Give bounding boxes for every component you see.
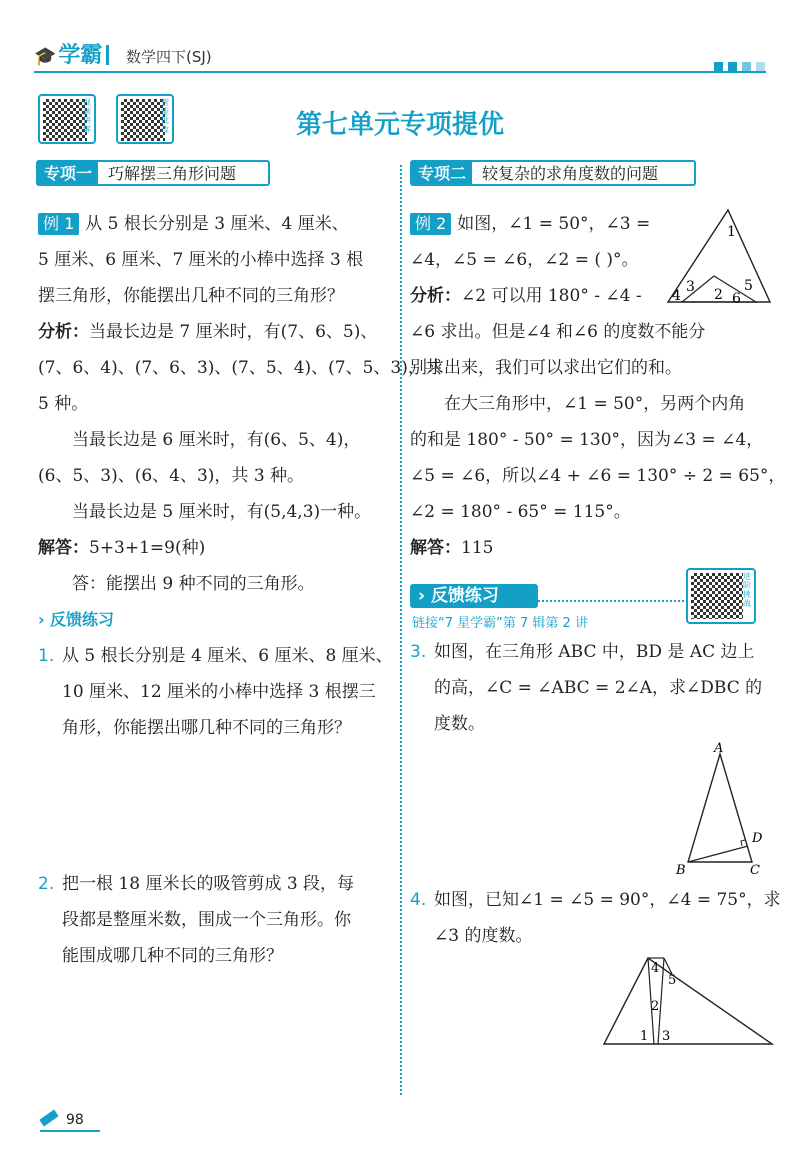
svg-text:2: 2 (651, 999, 660, 1014)
question-4: 4. 如图，已知∠1 = ∠5 = 90°，∠4 = 75°，求 (410, 890, 781, 910)
analysis-line: ∠5 = ∠6，所以∠4 + ∠6 = 130° ÷ 2 = 65°， (410, 466, 786, 486)
fig1-label: 6 (732, 291, 741, 306)
decor-square (728, 62, 737, 71)
decor-square (756, 62, 765, 71)
answer-line: 解答：115 (410, 538, 494, 558)
example-2-line: 例 2 如图，∠1 = 50°，∠3 = (410, 206, 770, 242)
book-title: 数学四下(SJ) (126, 48, 212, 66)
feedback-rule (538, 600, 684, 602)
example-tag: 例 1 (38, 213, 79, 235)
right-question-3 (410, 634, 770, 742)
page-header (34, 38, 766, 72)
example-1-line: 例 1 从 5 根长分别是 3 厘米、4 厘米、 (38, 206, 390, 242)
svg-text:D: D (752, 831, 763, 846)
svg-text:3: 3 (662, 1029, 671, 1044)
question-1-line: 角形，你能摆出哪几种不同的三角形？ (62, 718, 351, 738)
column-divider (400, 165, 402, 1095)
qr-code-practice[interactable]: 进阶挑战 (686, 568, 756, 624)
header-rule (34, 71, 766, 73)
fig1-label: 5 (744, 278, 753, 294)
analysis-line: (6、5、3)、(6、4、3)，共 3 种。 (38, 466, 305, 486)
example-2-figure (664, 206, 774, 306)
decor-square (742, 62, 751, 71)
qr-code-icon (691, 573, 743, 619)
analysis-line: (7、6、4)、(7、6、3)、(7、5、4)、(7、5、3)，共 (38, 358, 442, 378)
example-2-line: ∠4，∠5 = ∠6，∠2 = ( )°。 (410, 250, 639, 270)
example-1-line: 摆三角形，你能摆出几种不同的三角形？ (38, 286, 344, 306)
pencil-icon (39, 1110, 58, 1127)
graduation-cap-icon: 🎓 (34, 46, 57, 67)
analysis-line: 的和是 180° - 50° = 130°，因为∠3 = ∠4， (410, 430, 764, 450)
left-question-2 (38, 866, 390, 974)
analysis-line: 当最长边是 6 厘米时，有(6、5、4)， (72, 430, 361, 450)
svg-text:1: 1 (640, 1029, 649, 1044)
question-3-line: 的高，∠C = ∠ABC = 2∠A，求∠DBC 的 (434, 678, 763, 698)
feedback-banner: › 反馈练习 (410, 584, 538, 608)
chevron-right-icon: › (418, 586, 426, 606)
answer-line: 解答：5+3+1=9(种) (38, 538, 206, 558)
analysis-line: ∠6 求出。但是∠4 和∠6 的度数不能分 (410, 322, 706, 342)
question-3: 3. 如图，在三角形 ABC 中，BD 是 AC 边上 (410, 642, 755, 662)
page-number: 98 (66, 1112, 84, 1128)
unit-title: 第七单元专项提优 (295, 110, 504, 140)
fig1-label: 2 (714, 287, 723, 303)
analysis-line: 别求出来，我们可以求出它们的和。 (410, 358, 682, 378)
link-text: 链接“7 星学霸”第 7 辑第 2 讲 (412, 616, 588, 631)
footer-rule (40, 1130, 100, 1132)
decor-square (714, 62, 723, 71)
analysis-line: 分析：当最长边是 7 厘米时，有(7、6、5)、 (38, 322, 378, 342)
brand-logo: 🎓学霸 (34, 38, 115, 69)
svg-text:5: 5 (668, 973, 677, 988)
question-2-line: 段都是整厘米数，围成一个三角形。你 (62, 910, 351, 930)
svg-text:A: A (714, 742, 724, 756)
question-3-line: 度数。 (434, 714, 485, 734)
analysis-line: 当最长边是 5 厘米时，有(5,4,3)一种。 (72, 502, 372, 522)
question-4-line: ∠3 的度数。 (434, 926, 533, 946)
answer-text: 答：能摆出 9 种不同的三角形。 (72, 574, 315, 594)
svg-text:C: C (750, 863, 760, 878)
right-angle-mark (741, 840, 745, 846)
altitude-bd (688, 846, 748, 862)
question-3-figure (672, 742, 772, 878)
example-tag: 例 2 (410, 213, 451, 235)
qr-code-video[interactable]: 视频讲解 (38, 94, 96, 144)
feedback-heading: › 反馈练习 (38, 610, 115, 629)
outer-triangle (604, 958, 772, 1044)
right-question-4 (410, 882, 781, 954)
fig1-label: 1 (727, 224, 736, 240)
example-1-line: 5 厘米、6 厘米、7 厘米的小棒中选择 3 根 (38, 250, 364, 270)
svg-text:B: B (676, 863, 686, 878)
section-header-1: 专项一 巧解摆三角形问题 (36, 160, 270, 186)
fig1-label: 3 (686, 279, 695, 295)
question-2-line: 能围成哪几种不同的三角形？ (62, 946, 283, 966)
page-footer (40, 1112, 84, 1128)
question-2: 2. 把一根 18 厘米长的吸管剪成 3 段，每 (38, 874, 355, 894)
question-1-line: 10 厘米、12 厘米的小棒中选择 3 根摆三 (62, 682, 376, 702)
section-header-2: 专项二 较复杂的求角度数的问题 (410, 160, 696, 186)
chevron-right-icon: › (38, 610, 45, 629)
analysis-line: 分析：∠2 可以用 180° - ∠4 - (410, 286, 642, 306)
analysis-line: 在大三角形中，∠1 = 50°，另两个内角 (444, 394, 746, 414)
analysis-line: ∠2 = 180° - 65° = 115°。 (410, 502, 631, 522)
question-1: 1. 从 5 根长分别是 4 厘米、6 厘米、8 厘米、 (38, 646, 393, 666)
fig1-label: 4 (672, 288, 681, 304)
question-4-figure (600, 954, 776, 1048)
svg-text:4: 4 (651, 961, 660, 976)
qr-code-grading[interactable]: 智能批改 (116, 94, 174, 144)
analysis-line: 5 种。 (38, 394, 89, 414)
